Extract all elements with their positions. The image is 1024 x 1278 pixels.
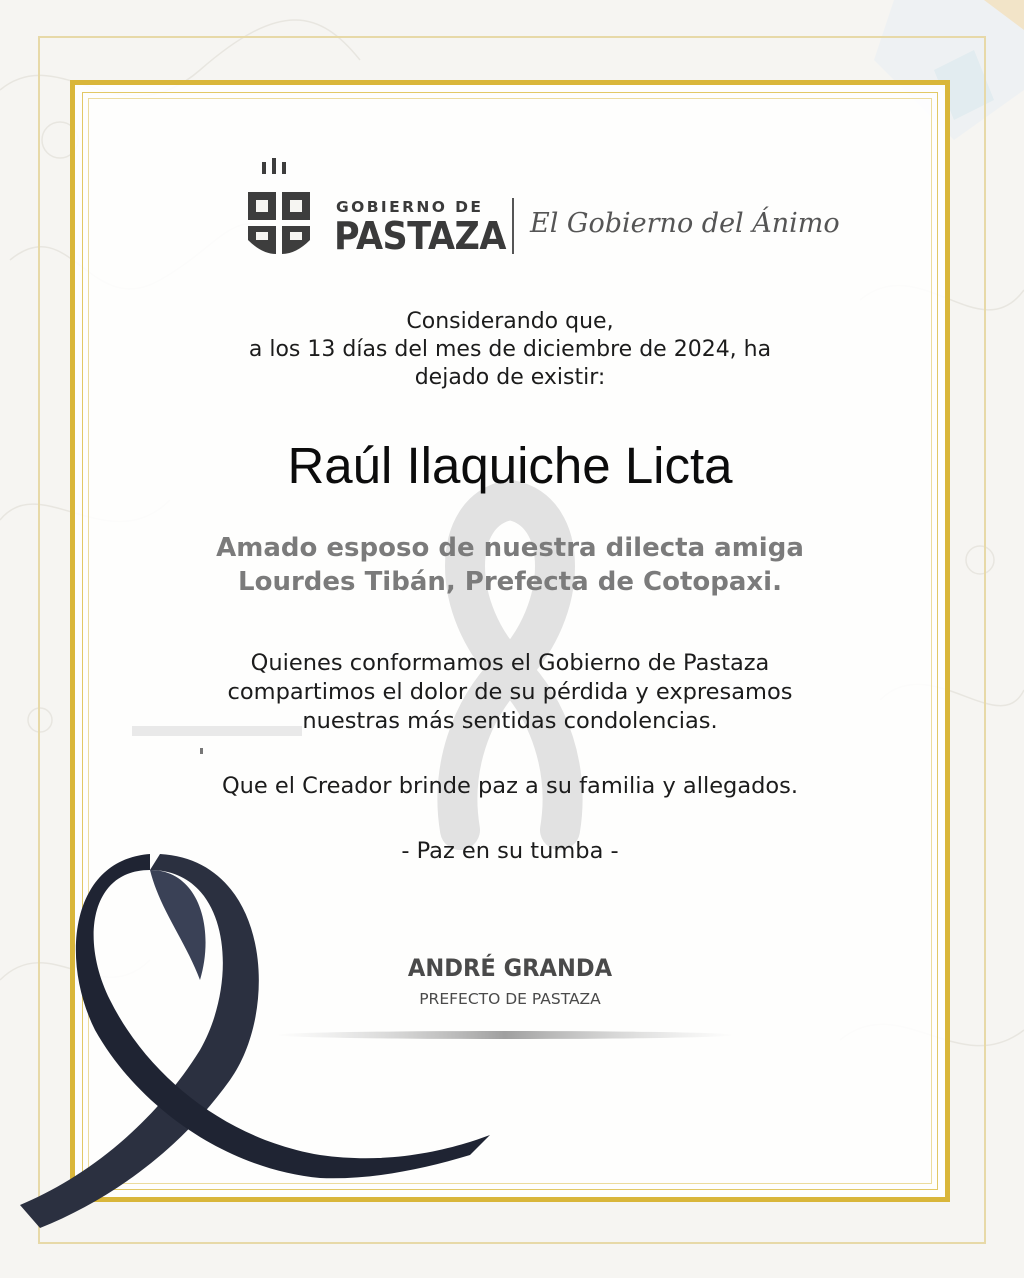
dedication-line-1: Amado esposo de nuestra dilecta amiga: [216, 533, 804, 563]
signer-title: PREFECTO DE PASTAZA: [419, 990, 601, 1008]
logo-top-line: GOBIERNO DE: [336, 198, 484, 216]
dedication-line-2: Lourdes Tibán, Prefecta de Cotopaxi.: [238, 567, 782, 597]
intro-line-2: a los 13 días del mes de diciembre de 2024, ha: [248, 337, 772, 362]
dedication-text: [110, 531, 910, 599]
signer-name: ANDRÉ GRANDA: [407, 954, 613, 982]
blessing-text: Que el Creador brinde paz a su familia y allegados.: [221, 773, 799, 799]
intro-line-3: dejado de existir:: [414, 365, 606, 390]
pastaza-emblem-icon: [248, 158, 314, 270]
intro-line-1: Considerando que,: [406, 309, 614, 334]
condolence-line-1: Quienes conformamos el Gobierno de Pastaza: [250, 650, 770, 676]
gobierno-pastaza-logo: [248, 158, 838, 270]
condolence-line-2: compartimos el dolor de su pérdida y expresamos: [227, 679, 793, 705]
mourning-ribbon-icon: [0, 850, 520, 1230]
logo-main-line: PASTAZA: [334, 214, 507, 258]
logo-divider: [512, 198, 514, 254]
condolence-line-3: nuestras más sentidas condolencias.: [302, 708, 718, 734]
intro-text: [110, 308, 910, 392]
farewell-text: - Paz en su tumba -: [401, 838, 619, 864]
deceased-name: Raúl Ilaquiche Licta: [287, 437, 733, 494]
logo-tagline: El Gobierno del Ánimo: [530, 208, 840, 239]
print-smudge: [132, 720, 302, 756]
